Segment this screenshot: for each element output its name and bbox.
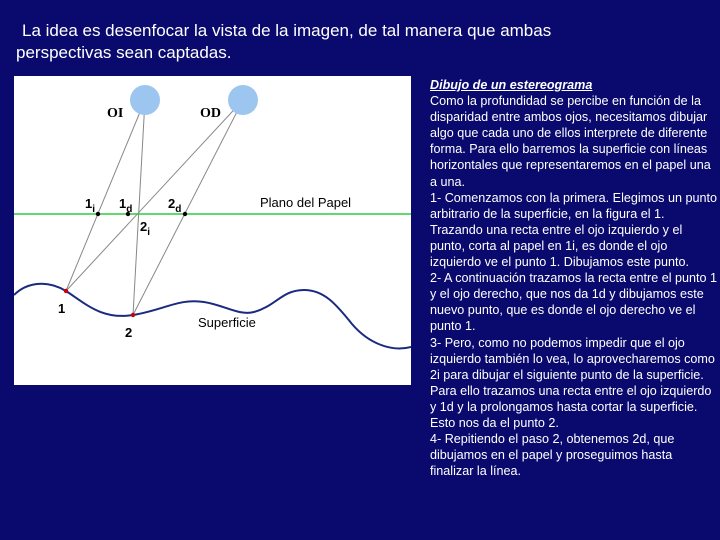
explanation-paragraph-step2: 2- A continuación trazamos la recta entre el punto 1 y el ojo derecho, que nos da 1d y dibujamos este nuevo punto, que es donde el ojo derecho ve el punto 1. [430,271,718,334]
diagram-svg [14,76,411,385]
slide-title [16,20,702,64]
plane-label: Plano del Papel [260,195,352,210]
eye-right-label: OD [200,106,221,121]
explanation-paragraph-step3: 3- Pero, como no podemos impedir que el ojo izquierdo también lo vea, lo aprovecharemos como 2i para dibujar el siguiente punto de la superficie. Para ello trazamos una recta entre el ojo izquierdo y 1d y la prolongamos hasta cortar la superficie. Esto nos da el punto 2. [430,335,715,430]
label-1d: $1_d$ [119,196,133,215]
explanation-heading: Dibujo de un estereograma [430,78,593,92]
right-eye-icon [228,85,258,115]
slide-title-line1: La idea es desenfocar la vista de la imagen, de tal manera que ambas [22,21,552,40]
label-2i: $2_i$ [140,219,151,238]
point-1-marker [64,289,68,293]
ray-oi-1 [66,100,145,291]
ray-od-2 [133,100,243,315]
label-1: 1 [58,301,66,316]
left-eye-icon [130,85,160,115]
explanation-paragraph-intro: Como la profundidad se percibe en función de la disparidad entre ambos ojos, necesitamos dibujar algo que cada uno de ellos interprete de diferente forma. Para ello barremos la superficie con líneas horizontales que representaremos en el papel una a una. [430,94,711,189]
surface-label: Superficie [198,315,256,330]
ray-od-1 [66,100,243,291]
point-2d-marker [183,212,187,216]
eye-left-label: OI [107,106,124,121]
slide-title-line2: perspectivas sean captadas. [16,43,232,62]
explanation-paragraph-step1: 1- Comenzamos con la primera. Elegimos un punto arbitrario de la superficie, en la figura el 1. Trazando una recta entre el ojo izquierdo y el punto, corta al papel en 1i, es donde el ojo izquierdo ve el punto 1. Dibujamos este punto. [430,190,717,270]
label-2d: $2_d$ [168,196,182,215]
stereogram-diagram [14,76,411,385]
label-2: 2 [125,325,133,340]
label-1i: $1_i$ [85,196,96,215]
explanation-text [430,77,718,479]
point-2-marker [131,313,135,317]
point-1i-marker [96,212,100,216]
explanation-paragraph-step4: 4- Repitiendo el paso 2, obtenemos 2d, que dibujamos en el papel y proseguimos hasta finalizar la línea. [430,432,675,479]
